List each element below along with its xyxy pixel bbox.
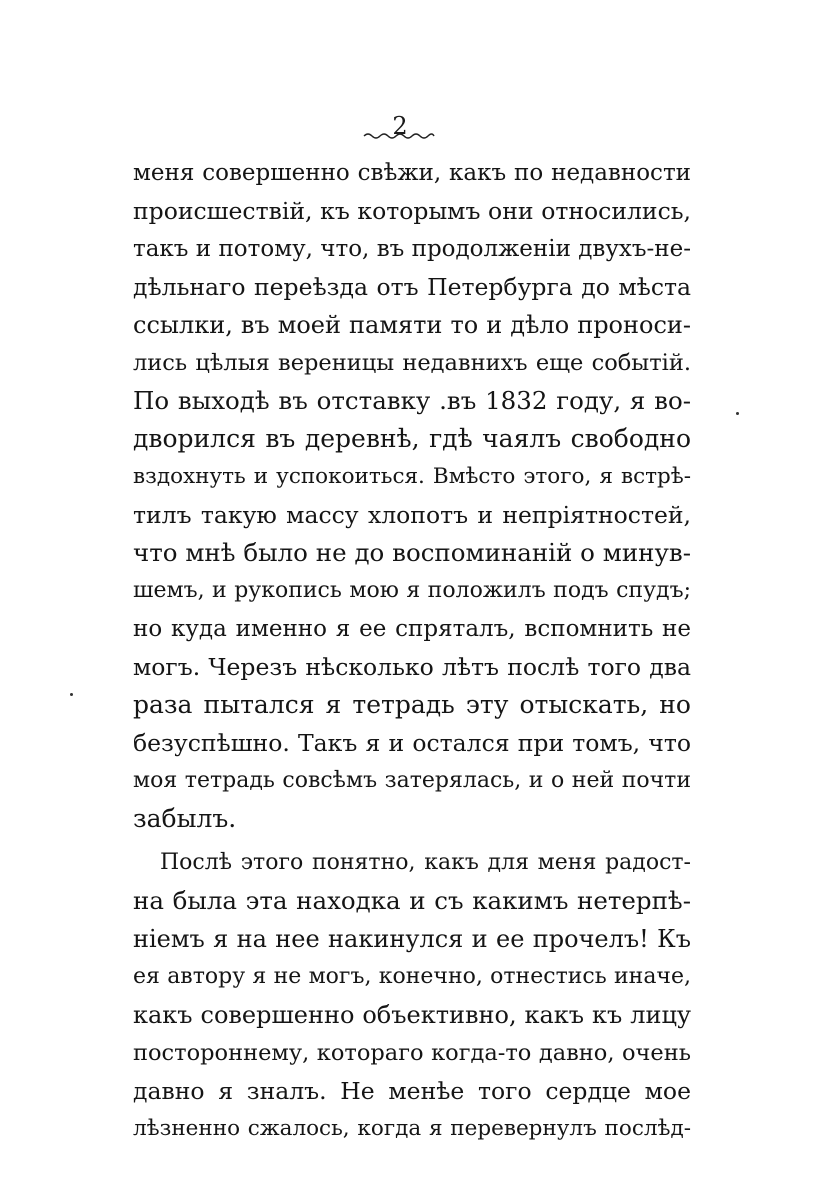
text-line: дѣльнаго переѣзда отъ Петербурга до мѣста — [133, 273, 691, 301]
text-line: лись цѣлыя вереницы недавнихъ еще событій. — [133, 350, 691, 376]
text-line: ея автору я не могъ, конечно, отнестись иначе, — [133, 964, 691, 989]
text-line: происшествій, къ которымъ они относились, — [133, 197, 691, 225]
text-line: на была эта находка и съ какимъ нетерпѣ- — [133, 886, 691, 915]
text-line: ссылки, въ моей памяти то и дѣло проноси- — [133, 311, 691, 339]
ornament-flourish — [362, 130, 436, 140]
text-line: но куда именно я ее спряталъ, вспомнить не — [133, 616, 691, 642]
text-line: меня совершенно свѣжи, какъ по недавности — [133, 160, 691, 186]
scan-speck — [70, 693, 73, 696]
text-line: По выходѣ въ отставку .въ 1832 году, я во- — [133, 386, 691, 415]
text-line: безуспѣшно. Такъ я и остался при томъ, что — [133, 729, 691, 757]
text-line: шемъ, и рукопись мою я положилъ подъ спудъ; — [133, 578, 691, 603]
text-line: ніемъ я на нее накинулся и ее прочелъ! Къ — [133, 925, 691, 953]
text-line: раза пытался я тетрадь эту отыскать, но — [133, 690, 691, 719]
text-line: забылъ. — [133, 804, 237, 833]
scan-speck — [736, 412, 739, 415]
text-line: что мнѣ было не до воспоминаній о минув- — [133, 538, 691, 567]
text-line: лѣзненно сжалось, когда я перевернулъ послѣд- — [133, 1116, 691, 1141]
text-line: тилъ такую массу хлопотъ и непріятностей, — [133, 501, 691, 529]
text-line: такъ и потому, что, въ продолженіи двухъ-не- — [133, 236, 691, 262]
page-number: 2 — [392, 112, 408, 140]
text-line: дворился въ деревнѣ, гдѣ чаялъ свободно — [133, 424, 691, 453]
text-line: какъ совершенно объективно, какъ къ лицу — [133, 1001, 691, 1029]
text-line: могъ. Черезъ нѣсколько лѣтъ послѣ того два — [133, 653, 691, 681]
text-line: постороннему, котораго когда-то давно, очень — [133, 1040, 691, 1066]
text-line: моя тетрадь совсѣмъ затерялась, и о ней почти — [133, 768, 691, 793]
text-line: вздохнуть и успокоиться. Вмѣсто этого, я встрѣ- — [133, 464, 691, 489]
text-line: Послѣ этого понятно, какъ для меня радост- — [160, 850, 691, 875]
text-line: давно я зналъ. Не менѣе того сердце мое — [133, 1077, 691, 1105]
